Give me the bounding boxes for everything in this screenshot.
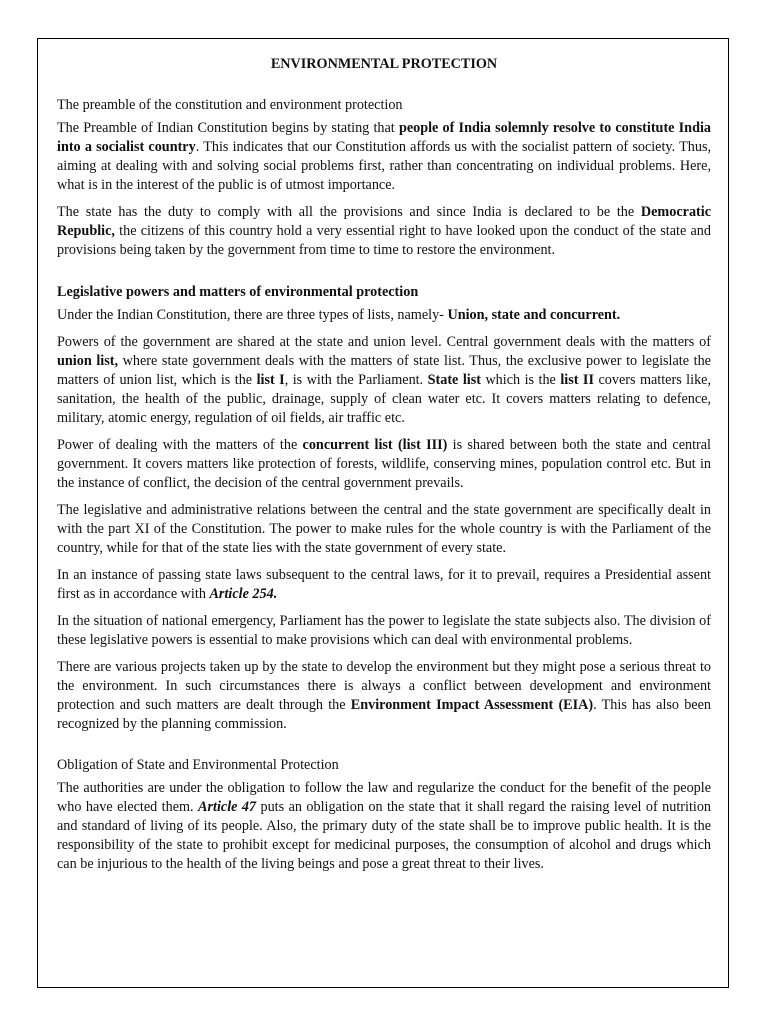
section-heading-legislative: Legislative powers and matters of environmental protection xyxy=(57,284,419,300)
document-title: ENVIRONMENTAL PROTECTION xyxy=(270,56,498,72)
section-heading-preamble: The preamble of the constitution and environment protection xyxy=(57,97,403,113)
paragraph: The legislative and administrative relations between the central and the state government are specifically dealt in with the part XI of the Constitution. The power to make rules for the whole country is with the Parliament of the country, while for that of the state lies with the state government of every state. xyxy=(57,502,711,556)
paragraph: Powers of the government are shared at the state and union level. Central government deals with the matters of union list, where state government deals with the matters of state list. Thus, the exclusive power to legislate the matters of union list, which is the list I, is with the Parliament. State list which is the list II covers matters like, sanitation, the health of the public, drainage, supply of clean water etc. It covers matters relating to defence, military, atomic energy, regulation of oil fields, air traffic etc. xyxy=(57,334,712,426)
paragraph: In an instance of passing state laws subsequent to the central laws, for it to prevail, requires a Presidential assent first as in accordance with Article 254. xyxy=(57,567,711,602)
paragraph: The Preamble of Indian Constitution begins by stating that people of India solemnly resolve to constitute India into a socialist country. This indicates that our Constitution affords us with the socialist pattern of society. Thus, aiming at dealing with and solving social problems first, rather than concentrating on individual problems. Here, what is in the interest of the public is of utmost importance. xyxy=(57,120,712,193)
paragraph: In the situation of national emergency, Parliament has the power to legislate the state subjects also. The division of these legislative powers is essential to make provisions which can deal with environmental problems. xyxy=(57,613,711,648)
paragraph: The authorities are under the obligation to follow the law and regularize the conduct for the benefit of the people who have elected them. Article 47 puts an obligation on the state that it shall regard the raising level of nutrition and standard of living of its people. Also, the primary duty of the state shall be to improve public health. It is the responsibility of the state to prohibit except for medicinal purposes, the consumption of alcohol and drugs which can be injurious to the health of the living beings and pose a great threat to their lives. xyxy=(57,780,712,872)
document-body xyxy=(57,55,711,882)
paragraph: Power of dealing with the matters of the concurrent list (list III) is shared between both the state and central government. It covers matters like protection of forests, wildlife, conserving mines, population control etc. But in the instance of conflict, the decision of the central government prevails. xyxy=(57,437,712,491)
paragraph: There are various projects taken up by the state to develop the environment but they might pose a serious threat to the environment. In such circumstances there is always a conflict between development and environment protection and such matters are dealt through the Environment Impact Assessment (EIA). This has also been recognized by the planning commission. xyxy=(57,659,711,732)
paragraph: The state has the duty to comply with all the provisions and since India is declared to be the Democratic Republic, the citizens of this country hold a very essential right to have looked upon the conduct of the state and provisions being taken by the government from time to time to restore the environment. xyxy=(57,204,711,258)
section-heading-obligation: Obligation of State and Environmental Protection xyxy=(57,757,339,773)
paragraph: Under the Indian Constitution, there are three types of lists, namely- Union, state and concurrent. xyxy=(57,307,621,323)
